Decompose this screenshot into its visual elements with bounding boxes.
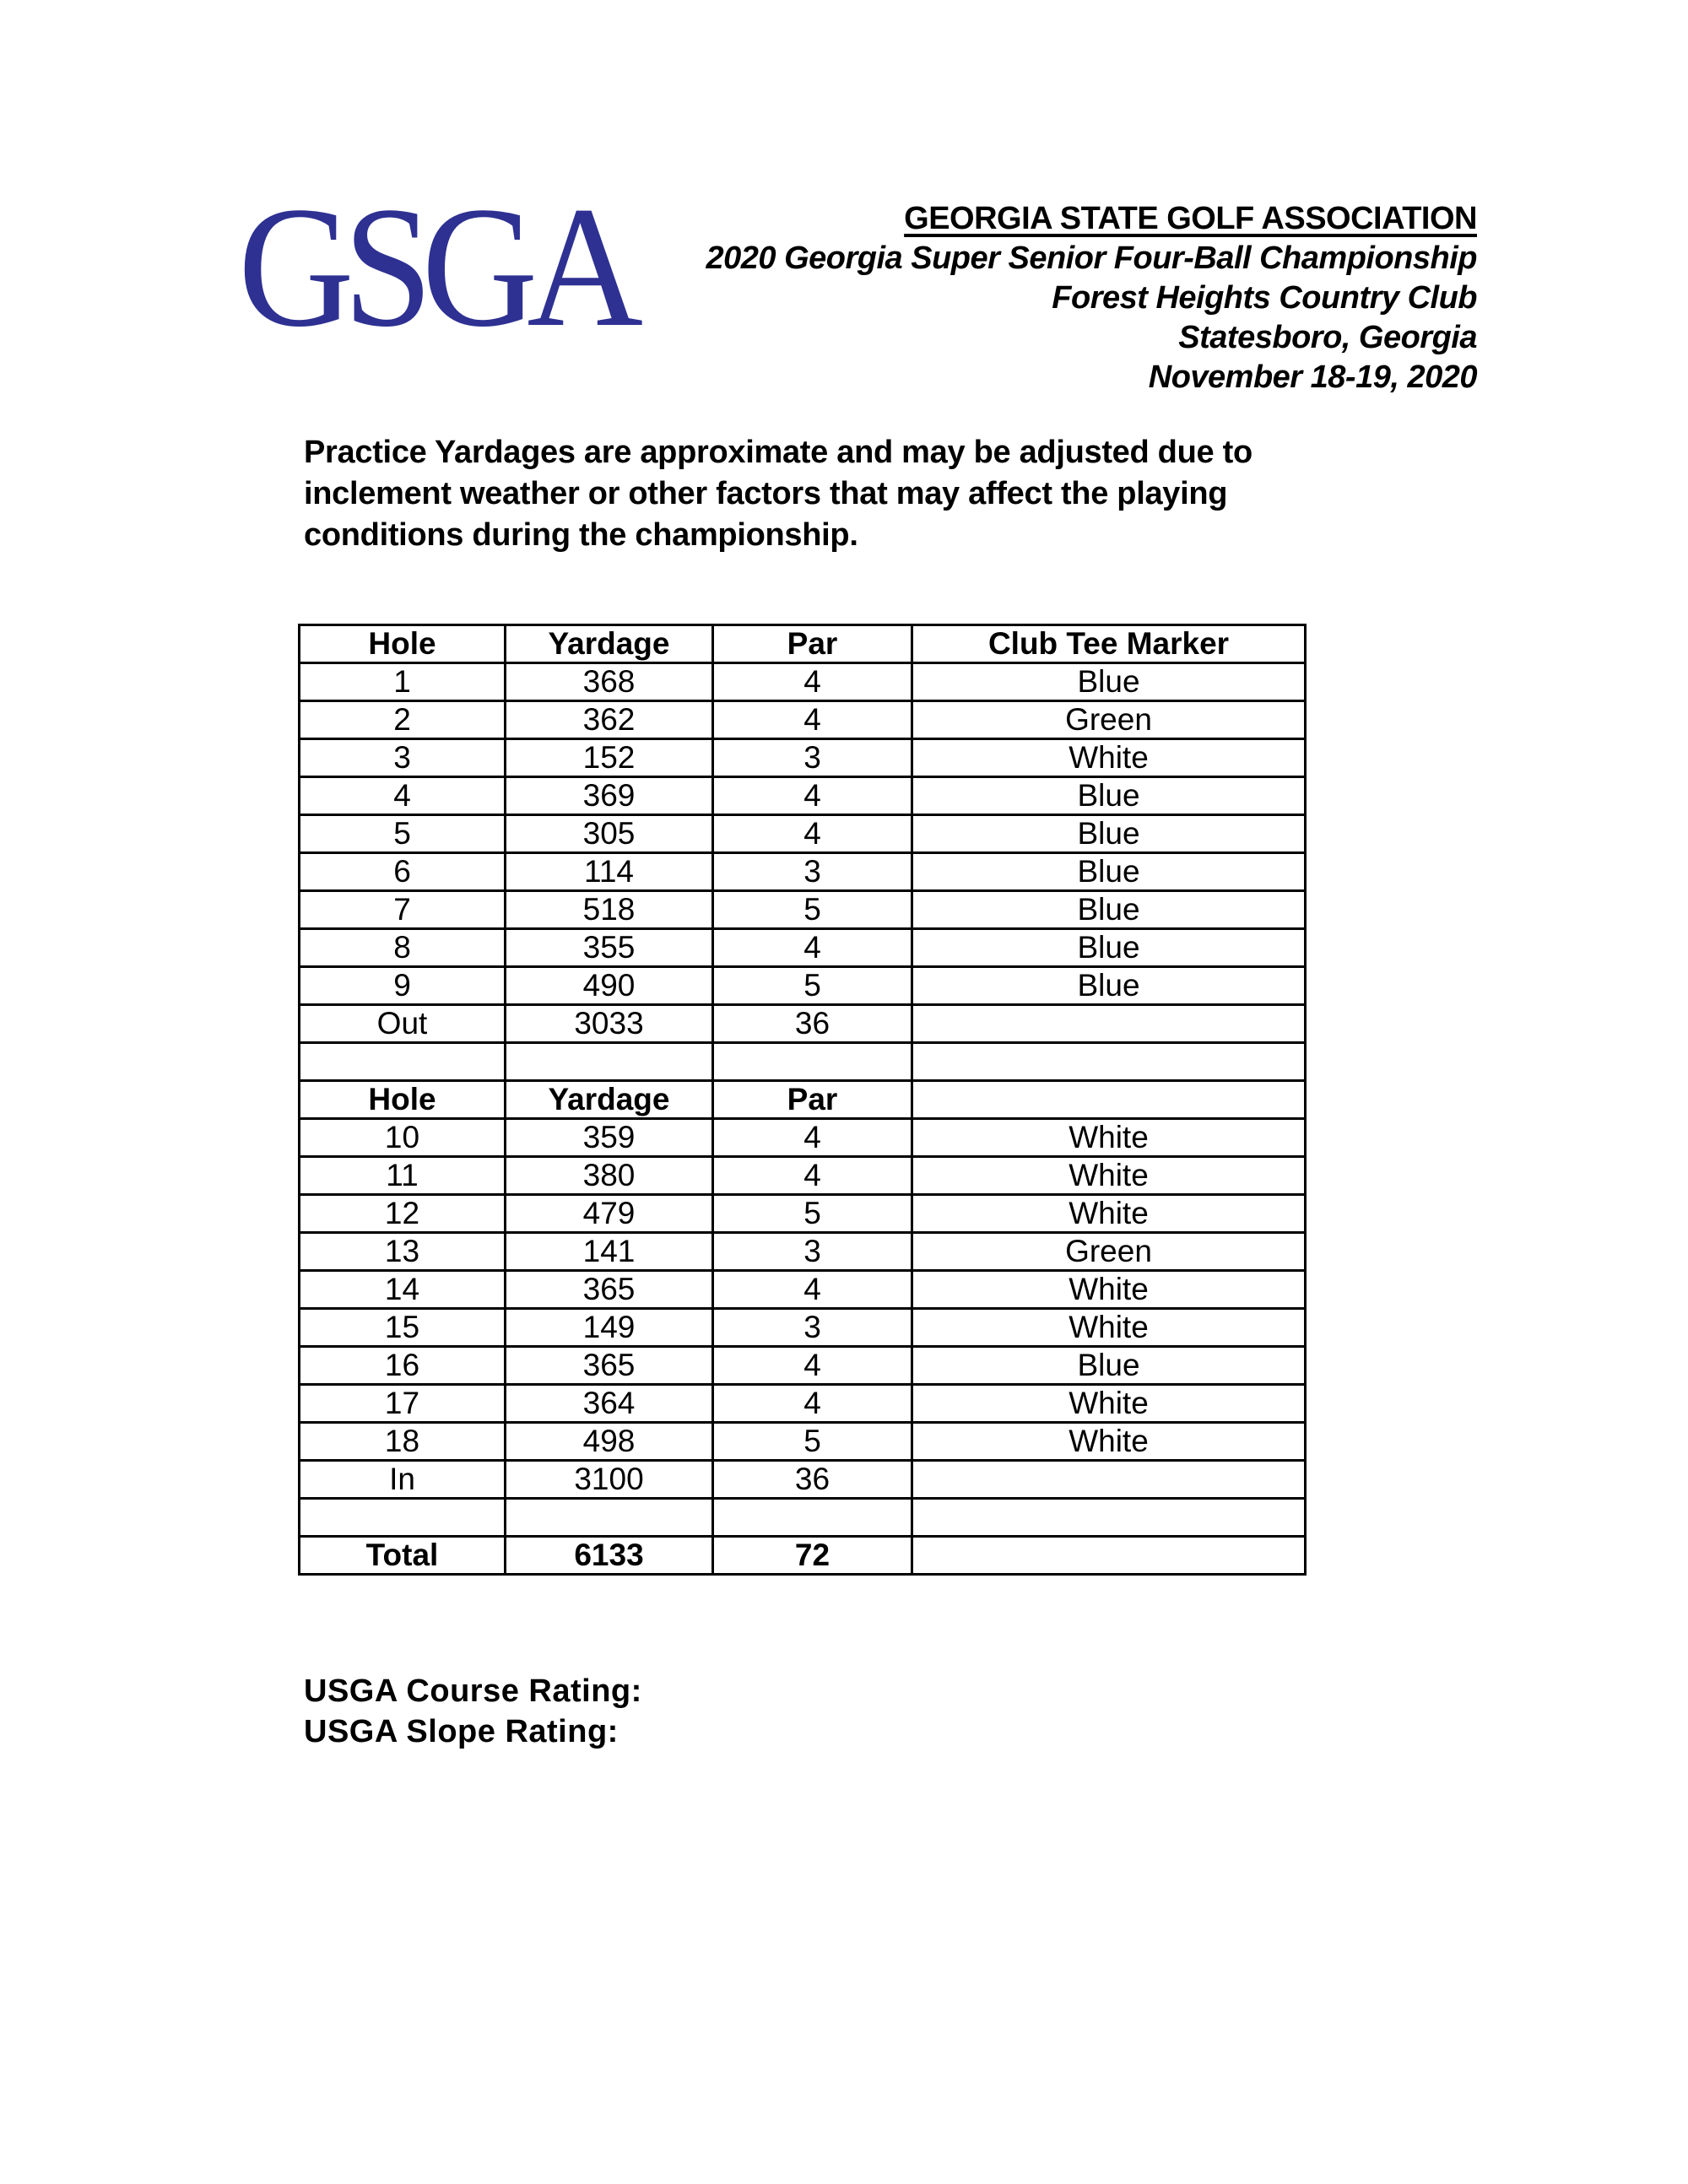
hole-cell: 18 (300, 1423, 506, 1461)
yardage-cell: 369 (506, 777, 713, 815)
tee-marker-cell: White (912, 1157, 1306, 1195)
table-row (300, 1423, 1306, 1461)
par-cell: 4 (713, 701, 912, 739)
total-par: 72 (713, 1537, 912, 1575)
yardage-cell: 380 (506, 1157, 713, 1195)
yardage-cell: 305 (506, 815, 713, 853)
par-cell: 4 (713, 777, 912, 815)
table-row (300, 1347, 1306, 1385)
logo-text: GSGA (238, 171, 633, 363)
empty-cell (713, 1043, 912, 1081)
table-row (300, 1119, 1306, 1157)
tee-marker-cell: White (912, 1423, 1306, 1461)
spacer-row (300, 1499, 1306, 1537)
event-location: Statesboro, Georgia (1178, 320, 1477, 355)
empty-cell (506, 1499, 713, 1537)
empty-cell (713, 1499, 912, 1537)
document-header (706, 199, 1477, 397)
table-row (300, 929, 1306, 967)
tee-marker-cell: White (912, 1119, 1306, 1157)
table-row (300, 1309, 1306, 1347)
hole-cell: 7 (300, 891, 506, 929)
hole-cell: 16 (300, 1347, 506, 1385)
hole-cell: 5 (300, 815, 506, 853)
hole-cell: 6 (300, 853, 506, 891)
gsga-logo (238, 171, 677, 363)
yardage-cell: 365 (506, 1271, 713, 1309)
hole-cell: 10 (300, 1119, 506, 1157)
hole-cell: 3 (300, 739, 506, 777)
header-hole: Hole (300, 625, 506, 663)
tee-marker-cell: White (912, 1309, 1306, 1347)
out-label: Out (300, 1005, 506, 1043)
par-cell: 3 (713, 1233, 912, 1271)
tee-marker-cell: Blue (912, 967, 1306, 1005)
par-cell: 3 (713, 853, 912, 891)
table-row (300, 1157, 1306, 1195)
in-tee-marker (912, 1461, 1306, 1499)
par-cell: 3 (713, 739, 912, 777)
table-row (300, 663, 1306, 701)
yardage-cell: 141 (506, 1233, 713, 1271)
in-label: In (300, 1461, 506, 1499)
in-par: 36 (713, 1461, 912, 1499)
empty-cell (506, 1043, 713, 1081)
table-row (300, 1233, 1306, 1271)
hole-cell: 15 (300, 1309, 506, 1347)
yardage-cell: 362 (506, 701, 713, 739)
organization-name: GEORGIA STATE GOLF ASSOCIATION (904, 201, 1477, 236)
par-cell: 5 (713, 967, 912, 1005)
tee-marker-cell: Blue (912, 777, 1306, 815)
yardage-cell: 479 (506, 1195, 713, 1233)
notice-line-2: inclement weather or other factors that may affect the playing (304, 476, 1228, 511)
out-subtotal-row (300, 1005, 1306, 1043)
par-cell: 5 (713, 1195, 912, 1233)
table-row (300, 701, 1306, 739)
table-row (300, 1195, 1306, 1233)
empty-cell (300, 1499, 506, 1537)
usga-slope-rating-label: USGA Slope Rating: (304, 1714, 619, 1749)
tee-marker-cell: White (912, 1385, 1306, 1423)
par-cell: 5 (713, 1423, 912, 1461)
par-cell: 4 (713, 929, 912, 967)
ratings-section (304, 1671, 642, 1752)
hole-cell: 8 (300, 929, 506, 967)
table-row (300, 739, 1306, 777)
tee-marker-cell: White (912, 1195, 1306, 1233)
notice-line-3: conditions during the championship. (304, 517, 858, 553)
empty-cell (912, 1043, 1306, 1081)
tee-marker-cell: Blue (912, 815, 1306, 853)
practice-yardage-notice (304, 432, 1334, 556)
hole-cell: 11 (300, 1157, 506, 1195)
tee-marker-cell: Green (912, 1233, 1306, 1271)
yardage-cell: 518 (506, 891, 713, 929)
table-row (300, 853, 1306, 891)
header-club-tee-marker: Club Tee Marker (912, 625, 1306, 663)
hole-cell: 9 (300, 967, 506, 1005)
tee-marker-cell: Blue (912, 853, 1306, 891)
yardage-cell: 149 (506, 1309, 713, 1347)
tee-marker-cell: Green (912, 701, 1306, 739)
par-cell: 4 (713, 1385, 912, 1423)
table-row (300, 1385, 1306, 1423)
front-nine-header-row (300, 625, 1306, 663)
out-yardage: 3033 (506, 1005, 713, 1043)
tee-marker-cell: White (912, 739, 1306, 777)
table-row (300, 777, 1306, 815)
header-par: Par (713, 1081, 912, 1119)
hole-cell: 4 (300, 777, 506, 815)
out-par: 36 (713, 1005, 912, 1043)
yardage-cell: 498 (506, 1423, 713, 1461)
event-title: 2020 Georgia Super Senior Four-Ball Championship (706, 241, 1477, 276)
total-row (300, 1537, 1306, 1575)
yardage-cell: 490 (506, 967, 713, 1005)
tee-marker-cell: Blue (912, 663, 1306, 701)
hole-cell: 1 (300, 663, 506, 701)
yardage-cell: 359 (506, 1119, 713, 1157)
back-nine-header-row (300, 1081, 1306, 1119)
header-empty (912, 1081, 1306, 1119)
tee-marker-cell: Blue (912, 1347, 1306, 1385)
total-yardage: 6133 (506, 1537, 713, 1575)
par-cell: 4 (713, 1271, 912, 1309)
yardage-cell: 355 (506, 929, 713, 967)
total-tee-marker (912, 1537, 1306, 1575)
header-yardage: Yardage (506, 1081, 713, 1119)
notice-line-1: Practice Yardages are approximate and may be adjusted due to (304, 435, 1252, 470)
par-cell: 4 (713, 1119, 912, 1157)
table-row (300, 815, 1306, 853)
in-subtotal-row (300, 1461, 1306, 1499)
hole-cell: 2 (300, 701, 506, 739)
hole-cell: 14 (300, 1271, 506, 1309)
par-cell: 3 (713, 1309, 912, 1347)
hole-cell: 12 (300, 1195, 506, 1233)
tee-marker-cell: Blue (912, 929, 1306, 967)
spacer-row (300, 1043, 1306, 1081)
hole-cell: 13 (300, 1233, 506, 1271)
yardage-table (298, 624, 1307, 1576)
yardage-cell: 114 (506, 853, 713, 891)
usga-course-rating-label: USGA Course Rating: (304, 1673, 642, 1709)
header-yardage: Yardage (506, 625, 713, 663)
table-row (300, 1271, 1306, 1309)
table-row (300, 891, 1306, 929)
par-cell: 4 (713, 1347, 912, 1385)
in-yardage: 3100 (506, 1461, 713, 1499)
yardage-cell: 368 (506, 663, 713, 701)
yardage-cell: 364 (506, 1385, 713, 1423)
total-label: Total (300, 1537, 506, 1575)
par-cell: 4 (713, 815, 912, 853)
yardage-cell: 365 (506, 1347, 713, 1385)
table-row (300, 967, 1306, 1005)
empty-cell (300, 1043, 506, 1081)
header-par: Par (713, 625, 912, 663)
tee-marker-cell: Blue (912, 891, 1306, 929)
hole-cell: 17 (300, 1385, 506, 1423)
event-dates: November 18-19, 2020 (1148, 359, 1477, 395)
tee-marker-cell: White (912, 1271, 1306, 1309)
yardage-cell: 152 (506, 739, 713, 777)
par-cell: 4 (713, 663, 912, 701)
out-tee-marker (912, 1005, 1306, 1043)
par-cell: 4 (713, 1157, 912, 1195)
par-cell: 5 (713, 891, 912, 929)
empty-cell (912, 1499, 1306, 1537)
venue-name: Forest Heights Country Club (1052, 280, 1477, 316)
header-hole: Hole (300, 1081, 506, 1119)
